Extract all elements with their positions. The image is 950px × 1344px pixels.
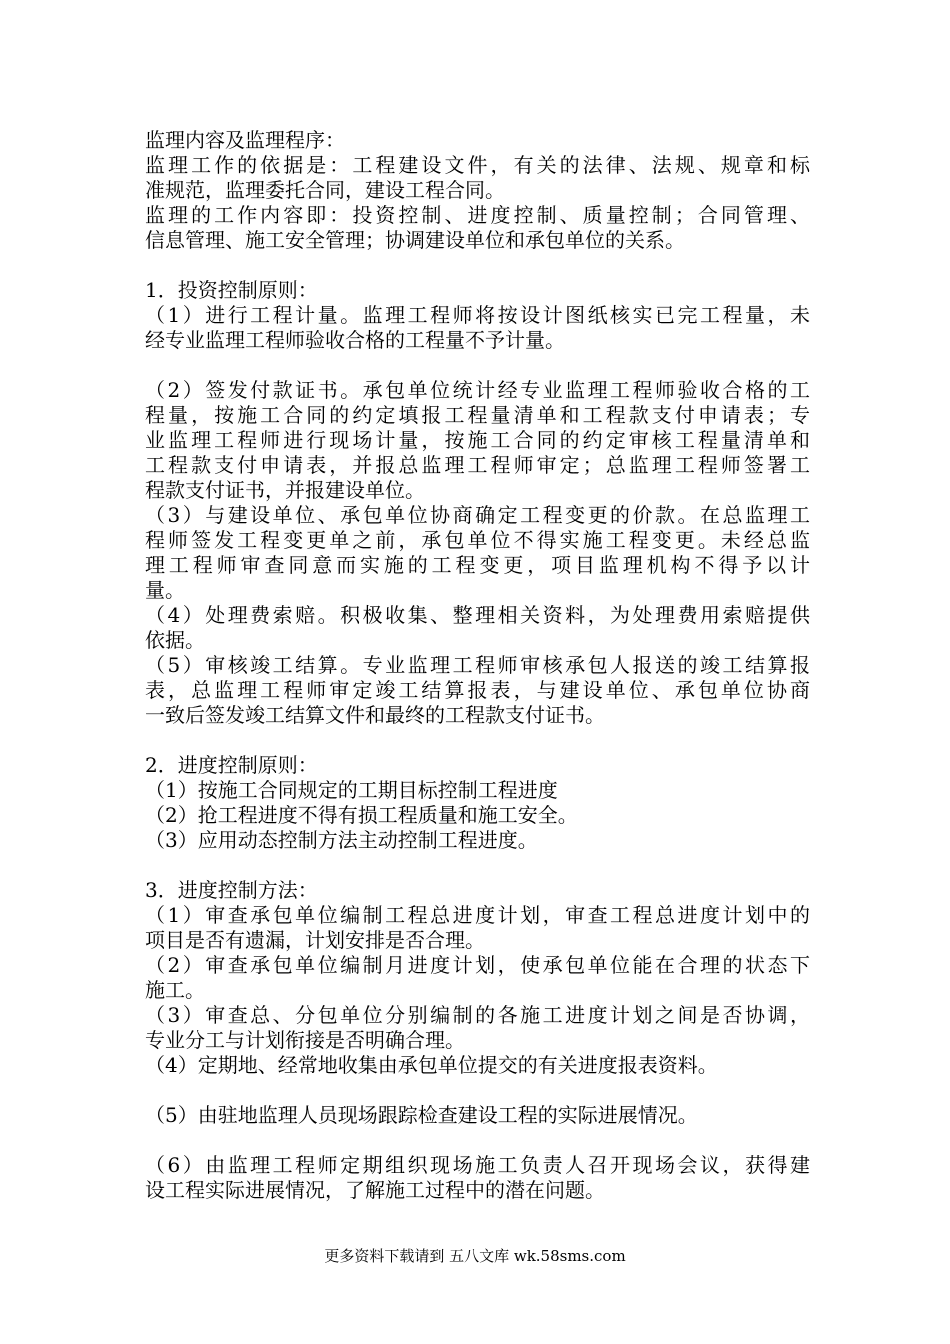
- text-line: （3）应用动态控制方法主动控制工程进度。: [145, 828, 538, 852]
- footer-text: 更多资料下载请到 五八文库 wk.58sms.com: [324, 1247, 626, 1265]
- section-heading: 1．投资控制原则：: [145, 278, 318, 302]
- text-line: 理工程师审查同意而实施的工程变更，项目监理机构不得予以计: [145, 553, 810, 577]
- text-line: 监理工作的依据是：工程建设文件，有关的法律、法规、规章和标: [145, 153, 810, 177]
- text-line: 量。: [145, 578, 185, 602]
- text-line: 信息管理、施工安全管理；协调建设单位和承包单位的关系。: [145, 228, 685, 252]
- text-line: （1）按施工合同规定的工期目标控制工程进度: [145, 778, 558, 802]
- text-line: 施工。: [145, 978, 205, 1002]
- text-line: 程师签发工程变更单之前，承包单位不得实施工程变更。未经总监: [145, 528, 810, 552]
- text-line: 一致后签发竣工结算文件和最终的工程款支付证书。: [145, 703, 605, 727]
- blank-line: [145, 728, 810, 753]
- text-line: （3）审查总、分包单位分别编制的各施工进度计划之间是否协调，: [145, 1003, 810, 1027]
- text-line: 设工程实际进展情况，了解施工过程中的潜在问题。: [145, 1178, 605, 1202]
- text-line: 监理的工作内容即：投资控制、进度控制、质量控制；合同管理、: [145, 203, 810, 227]
- text-line: （2）签发付款证书。承包单位统计经专业监理工程师验收合格的工: [145, 378, 810, 402]
- text-line: 表，总监理工程师审定竣工结算报表，与建设单位、承包单位协商: [145, 678, 810, 702]
- text-line: （1）审查承包单位编制工程总进度计划，审查工程总进度计划中的: [145, 903, 810, 927]
- text-line: 程款支付证书，并报建设单位。: [145, 478, 425, 502]
- text-line: （3）与建设单位、承包单位协商确定工程变更的价款。在总监理工: [145, 503, 810, 527]
- text-line: （5）审核竣工结算。专业监理工程师审核承包人报送的竣工结算报: [145, 653, 810, 677]
- text-line: （2）审查承包单位编制月进度计划，使承包单位能在合理的状态下: [145, 953, 810, 977]
- section-heading: 2．进度控制原则：: [145, 753, 318, 777]
- text-line: 经专业监理工程师验收合格的工程量不予计量。: [145, 328, 565, 352]
- text-line: （1）进行工程计量。监理工程师将按设计图纸核实已完工程量，未: [145, 303, 810, 327]
- text-line: 依据。: [145, 628, 205, 652]
- text-line: 业监理工程师进行现场计量，按施工合同的约定审核工程量清单和: [145, 428, 810, 452]
- text-line: （2）抢工程进度不得有损工程质量和施工安全。: [145, 803, 578, 827]
- blank-line: [145, 253, 810, 278]
- text-line: 监理内容及监理程序：: [145, 128, 345, 152]
- blank-line: [145, 353, 810, 378]
- blank-line: [145, 1078, 810, 1103]
- document-body: [145, 128, 810, 1203]
- text-line: 程量，按施工合同的约定填报工程量清单和工程款支付申请表；专: [145, 403, 810, 427]
- section-heading: 3．进度控制方法：: [145, 878, 318, 902]
- text-line: （6）由监理工程师定期组织现场施工负责人召开现场会议，获得建: [145, 1153, 810, 1177]
- text-line: 专业分工与计划衔接是否明确合理。: [145, 1028, 465, 1052]
- text-line: （4）处理费索赔。积极收集、整理相关资料，为处理费用索赔提供: [145, 603, 810, 627]
- blank-line: [145, 1128, 810, 1153]
- text-line: 准规范，监理委托合同，建设工程合同。: [145, 178, 505, 202]
- text-line: （5）由驻地监理人员现场跟踪检查建设工程的实际进展情况。: [145, 1103, 698, 1127]
- blank-line: [145, 853, 810, 878]
- text-line: 工程款支付申请表，并报总监理工程师审定；总监理工程师签署工: [145, 453, 810, 477]
- text-line: 项目是否有遗漏，计划安排是否合理。: [145, 928, 485, 952]
- text-line: （4）定期地、经常地收集由承包单位提交的有关进度报表资料。: [145, 1053, 718, 1077]
